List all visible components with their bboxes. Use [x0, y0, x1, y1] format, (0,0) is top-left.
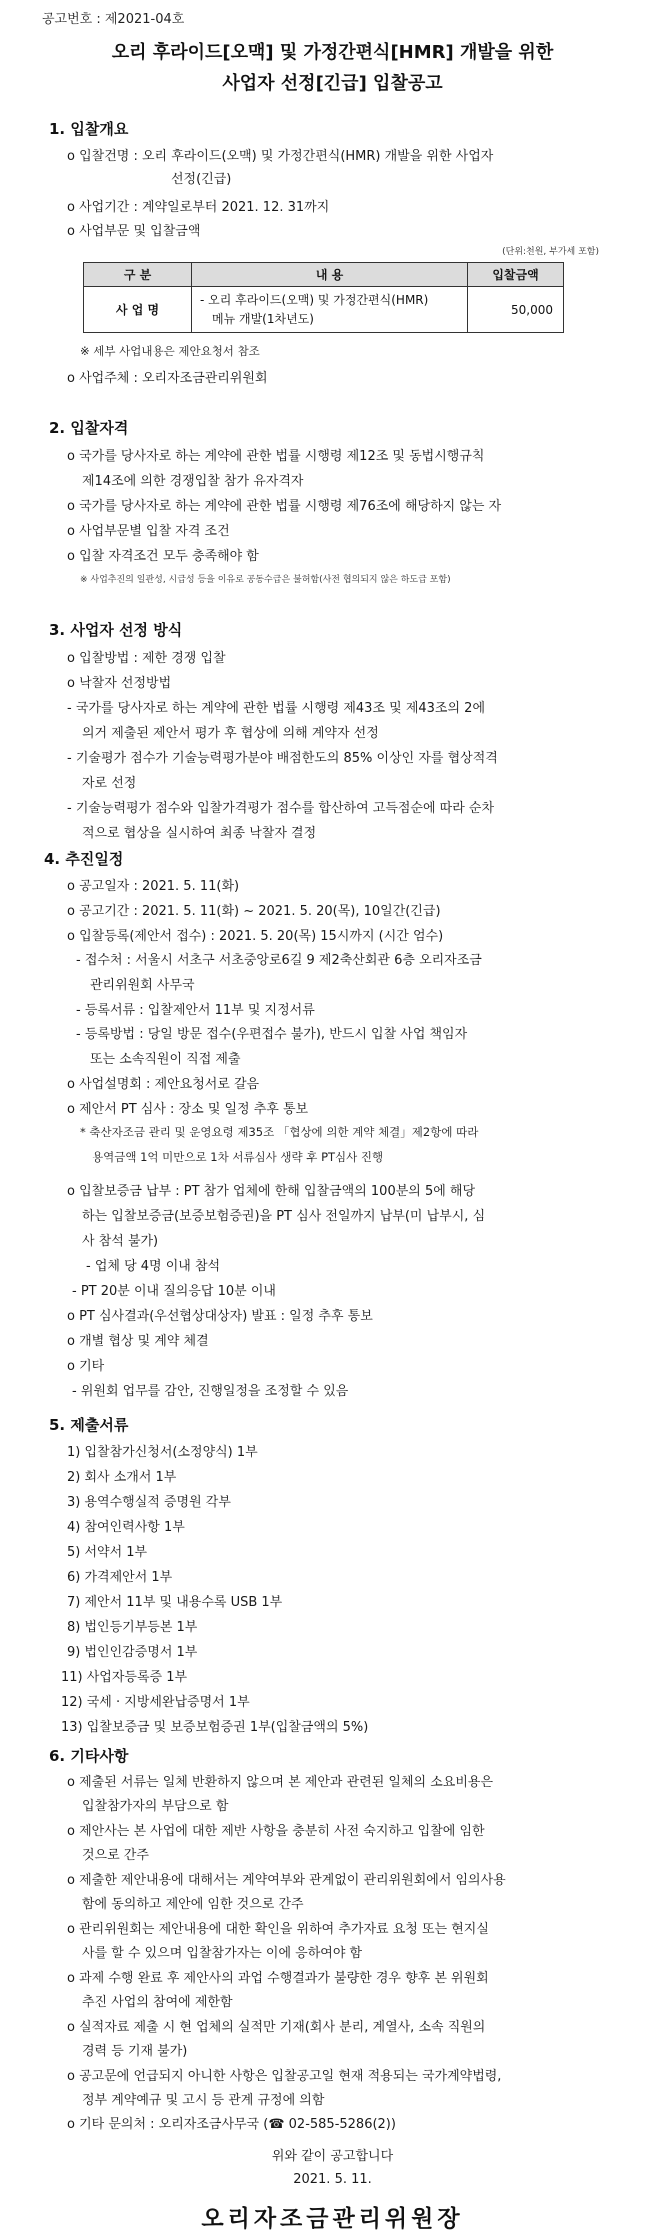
- text-line: 자로 선정: [82, 776, 137, 791]
- text-line: 관리위원회 사무국: [90, 978, 195, 993]
- document-number: 공고번호 : 제2021-04호: [42, 12, 185, 27]
- text-line: o PT 심사결과(우선협상대상자) 발표 : 일정 추후 통보: [67, 1309, 373, 1324]
- section-heading-misc: 6. 기타사항: [49, 1747, 129, 1765]
- table-header-cell: 입찰금액: [468, 263, 564, 287]
- section-heading-schedule: 4. 추진일정: [44, 850, 124, 868]
- text-line: 제14조에 의한 경쟁입찰 참가 유자격자: [82, 474, 304, 489]
- list-item: 3) 용역수행실적 증명원 각부: [67, 1495, 231, 1510]
- section-heading-selection: 3. 사업자 선정 방식: [49, 621, 183, 639]
- contact-line: o 기타 문의처 : 오리자조금사무국 (☎ 02-585-5286(2)): [67, 2117, 396, 2132]
- list-item: 8) 법인등기부등본 1부: [67, 1620, 198, 1635]
- table-header-row: [84, 263, 564, 287]
- text-line: o 입찰방법 : 제한 경쟁 입찰: [67, 651, 226, 666]
- note-text: 용역금액 1억 미만으로 1차 서류심사 생략 후 PT심사 진행: [92, 1150, 384, 1164]
- text-line: o 제출한 제안내용에 대해서는 계약여부와 관계없이 관리위원회에서 임의사용: [67, 1873, 506, 1888]
- text-line: o 공고기간 : 2021. 5. 11(화) ~ 2021. 5. 20(목), 10일간(긴급): [67, 904, 441, 919]
- table-header-cell: 구 분: [84, 263, 192, 287]
- text-line: o 국가를 당사자로 하는 계약에 관한 법률 시행령 제76조에 해당하지 않는 자: [67, 499, 502, 514]
- text-line: o 국가를 당사자로 하는 계약에 관한 법률 시행령 제12조 및 동법시행규칙: [67, 449, 485, 464]
- closing-text: 위와 같이 공고합니다: [271, 2149, 394, 2164]
- text-line: - 기술능력평가 점수와 입찰가격평가 점수를 합산하여 고득점순에 따라 순차: [67, 801, 495, 816]
- unit-note: (단위:천원, 부가세 포함): [502, 247, 599, 257]
- table-cell-line: 메뉴 개발(1차년도): [212, 311, 314, 326]
- budget-table: [83, 262, 564, 333]
- list-item: 11) 사업자등록증 1부: [61, 1670, 188, 1685]
- text-line: o 실적자료 제출 시 현 업체의 실적만 기재(회사 분리, 계열사, 소속 직원의: [67, 2020, 486, 2035]
- text-line: 적으로 협상을 실시하여 최종 낙찰자 결정: [82, 826, 317, 841]
- text-line: - PT 20분 이내 질의응답 10분 이내: [72, 1284, 276, 1299]
- table-cell: [192, 287, 468, 333]
- text-line: o 입찰건명 : 오리 후라이드(오맥) 및 가정간편식(HMR) 개발을 위한 사업자: [67, 149, 494, 164]
- text-line: o 사업설명회 : 제안요청서로 갈음: [67, 1077, 260, 1092]
- text-line: - 국가를 당사자로 하는 계약에 관한 법률 시행령 제43조 및 제43조의 2에: [67, 701, 486, 716]
- text-line: o 입찰등록(제안서 접수) : 2021. 5. 20(목) 15시까지 (시간 엄수): [67, 929, 444, 944]
- text-line: - 기술평가 점수가 기술능력평가분야 배점한도의 85% 이상인 자를 협상적격: [67, 751, 498, 766]
- text-line: o 사업부문별 입찰 자격 조건: [67, 524, 230, 539]
- text-line: 또는 소속직원이 직접 제출: [90, 1052, 241, 1067]
- list-item: 4) 참여인력사항 1부: [67, 1520, 185, 1535]
- text-line: o 입찰보증금 납부 : PT 참가 업체에 한해 입찰금액의 100분의 5에 해당: [67, 1184, 476, 1199]
- text-line: - 등록서류 : 입찰제안서 11부 및 지정서류: [76, 1003, 315, 1018]
- table-cell: 50,000: [468, 287, 564, 333]
- text-line: o 제출된 서류는 일체 반환하지 않으며 본 제안과 관련된 일체의 소요비용은: [67, 1775, 494, 1790]
- text-line: o 과제 수행 완료 후 제안사의 과업 수행결과가 불량한 경우 향후 본 위원회: [67, 1971, 489, 1986]
- text-line: 사 참석 불가): [82, 1234, 159, 1249]
- text-line: 입찰참가자의 부담으로 함: [82, 1799, 229, 1814]
- table-cell: 사 업 명: [84, 287, 192, 333]
- text-line: o 낙찰자 선정방법: [67, 676, 172, 691]
- text-line: o 사업부문 및 입찰금액: [67, 224, 201, 239]
- text-line: o 관리위원회는 제안내용에 대한 확인을 위하여 추가자료 요청 또는 현지실: [67, 1922, 489, 1937]
- issuer-signature: 오리자조금관리위원장: [201, 2205, 464, 2232]
- text-line: o 제안사는 본 사업에 대한 제반 사항을 충분히 사전 숙지하고 입찰에 임한: [67, 1824, 485, 1839]
- text-line: - 접수처 : 서울시 서초구 서초중앙로6길 9 제2축산회관 6층 오리자조금: [76, 953, 482, 968]
- text-line: - 위원회 업무를 감안, 진행일정을 조정할 수 있음: [72, 1384, 349, 1399]
- text-line: 함에 동의하고 제안에 임한 것으로 간주: [82, 1897, 304, 1912]
- text-line: 경력 등 기재 불가): [82, 2044, 188, 2059]
- note-text: * 축산자조금 관리 및 운영요령 제35조 「협상에 의한 계약 체결」제2항에 따라: [80, 1125, 479, 1139]
- text-line: 정부 계약예규 및 고시 등 관계 규정에 의함: [82, 2093, 325, 2108]
- text-line: 하는 입찰보증금(보증보험증권)을 PT 심사 전일까지 납부(미 납부시, 심: [82, 1209, 486, 1224]
- table-cell-line: - 오리 후라이드(오맥) 및 가정간편식(HMR): [200, 292, 429, 307]
- page-title-line2: 사업자 선정[긴급] 입찰공고: [222, 73, 443, 94]
- note-text: ※ 사업추진의 일관성, 시급성 등을 이유로 공동수급은 불허함(사전 협의되지 않은 하도급 포함): [80, 575, 451, 585]
- text-line: 의거 제출된 제안서 평가 후 협상에 의해 계약자 선정: [82, 726, 379, 741]
- table-row: [84, 287, 564, 333]
- section-heading-eligibility: 2. 입찰자격: [49, 419, 129, 437]
- text-line: 선정(긴급): [171, 172, 232, 187]
- list-item: 7) 제안서 11부 및 내용수록 USB 1부: [67, 1595, 283, 1610]
- section-heading-overview: 1. 입찰개요: [49, 120, 129, 138]
- section-heading-documents: 5. 제출서류: [49, 1416, 129, 1434]
- list-item: 13) 입찰보증금 및 보증보험증권 1부(입찰금액의 5%): [61, 1720, 369, 1735]
- announcement-date: 2021. 5. 11.: [293, 2172, 372, 2187]
- text-line: o 공고문에 언급되지 아니한 사항은 입찰공고일 현재 적용되는 국가계약법령,: [67, 2069, 502, 2084]
- text-line: o 입찰 자격조건 모두 충족해야 함: [67, 549, 259, 564]
- text-line: o 공고일자 : 2021. 5. 11(화): [67, 879, 240, 894]
- text-line: - 등록방법 : 당일 방문 접수(우편접수 불가), 반드시 입찰 사업 책임자: [76, 1027, 468, 1042]
- text-line: o 기타: [67, 1359, 105, 1374]
- text-line: 사를 할 수 있으며 입찰참가자는 이에 응하여야 함: [82, 1946, 363, 1961]
- list-item: 6) 가격제안서 1부: [67, 1570, 173, 1585]
- list-item: 1) 입찰참가신청서(소정양식) 1부: [67, 1445, 258, 1460]
- text-line: o 사업기간 : 계약일로부터 2021. 12. 31까지: [67, 200, 330, 215]
- text-line: 추진 사업의 참여에 제한함: [82, 1995, 233, 2010]
- list-item: 12) 국세 · 지방세완납증명서 1부: [61, 1695, 250, 1710]
- text-line: o 제안서 PT 심사 : 장소 및 일정 추후 통보: [67, 1102, 309, 1117]
- list-item: 2) 회사 소개서 1부: [67, 1470, 177, 1485]
- text-line: 것으로 간주: [82, 1848, 149, 1863]
- text-line: o 사업주체 : 오리자조금관리위원회: [67, 371, 268, 386]
- table-header-cell: 내 용: [192, 263, 468, 287]
- page-title-line1: 오리 후라이드[오맥] 및 가정간편식[HMR] 개발을 위한: [111, 42, 554, 63]
- text-line: - 업체 당 4명 이내 참석: [86, 1259, 221, 1274]
- list-item: 9) 법인인감증명서 1부: [67, 1645, 198, 1660]
- text-line: o 개별 협상 및 계약 체결: [67, 1334, 209, 1349]
- note-text: ※ 세부 사업내용은 제안요청서 참조: [80, 344, 260, 358]
- list-item: 5) 서약서 1부: [67, 1545, 148, 1560]
